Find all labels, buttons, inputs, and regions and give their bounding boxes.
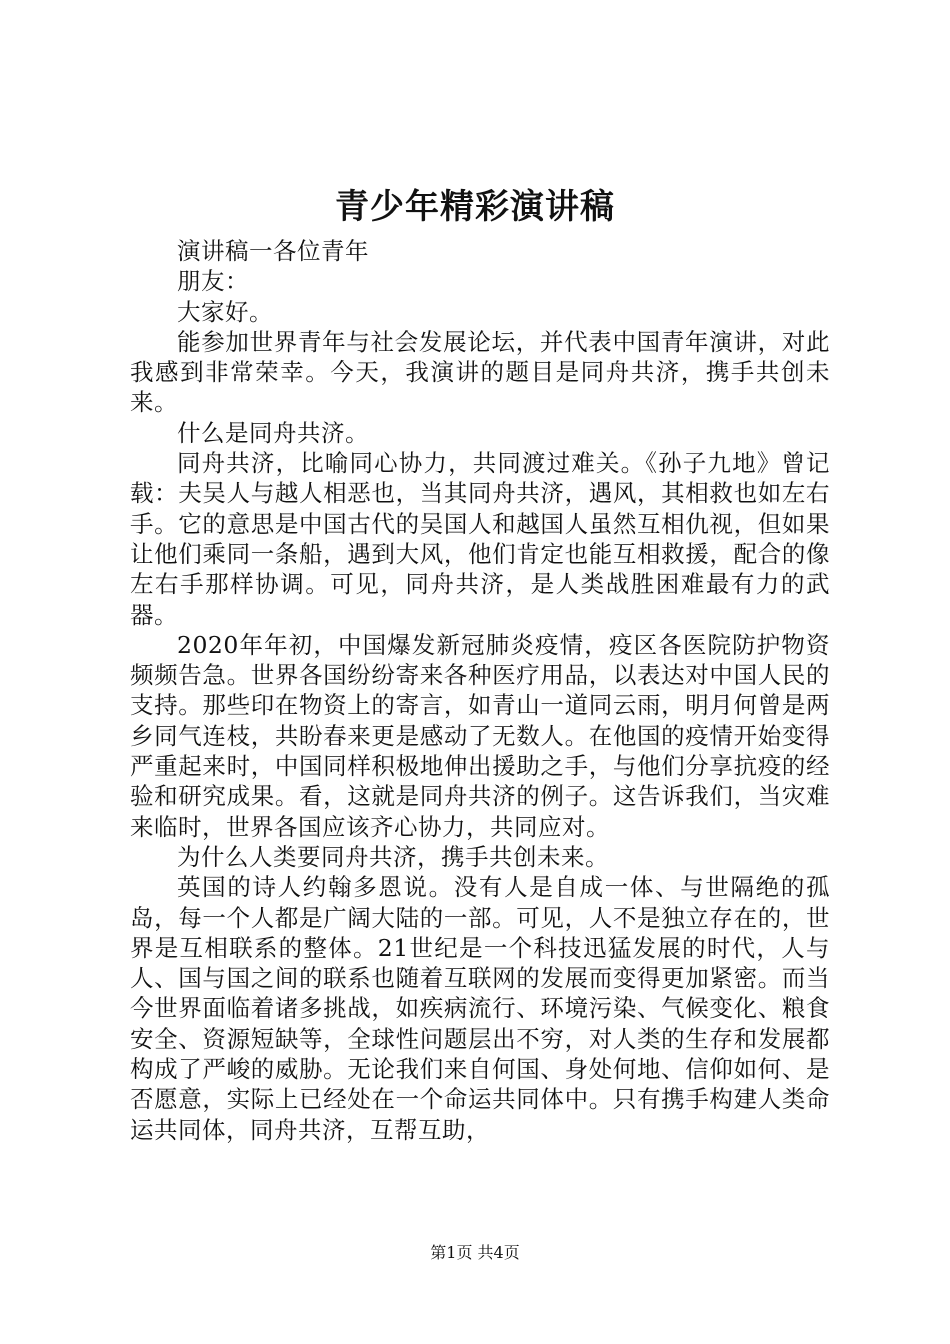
paragraph: 朋友： [177, 267, 249, 296]
page-number-footer: 第1页 共4页 [430, 1243, 520, 1262]
document-title: 青少年精彩演讲稿 [335, 187, 615, 227]
paragraph: 大家好。 [177, 297, 273, 326]
paragraph: 同舟共济，比喻同心协力，共同渡过难关。《孙子九地》曾记载：夫吴人与越人相恶也，当其同舟共济，遇风，其相救也如左右手。它的意思是中国古代的吴国人和越国人虽然互相仇视，但如果让他们乘同一条船，遇到大风，他们肯定也能互相救援，配合的像左右手那样协调。可见，同舟共济，是人类战胜困难最有力的武器。 [130, 449, 830, 629]
paragraph: 什么是同舟共济。 [177, 418, 369, 447]
paragraph: 为什么人类要同舟共济，携手共创未来。 [177, 842, 609, 871]
paragraph: 英国的诗人约翰多恩说。没有人是自成一体、与世隔绝的孤岛，每一个人都是广阔大陆的一部。可见，人不是独立存在的，世界是互相联系的整体。21世纪是一个科技迅猛发展的时代，人与人、国与国之间的联系也随着互联网的发展而变得更加紧密。而当今世界面临着诸多挑战，如疾病流行、环境污染、气候变化、粮食安全、资源短缺等，全球性问题层出不穷，对人类的生存和发展都构成了严峻的威胁。无论我们来自何国、身处何地、信仰如何、是否愿意，实际上已经处在一个命运共同体中。只有携手构建人类命运共同体，同舟共济，互帮互助， [130, 873, 830, 1144]
paragraph: 2020年年初，中国爆发新冠肺炎疫情，疫区各医院防护物资频频告急。世界各国纷纷寄来各种医疗用品，以表达对中国人民的支持。那些印在物资上的寄言，如青山一道同云雨，明月何曾是两乡同气连枝，共盼春来更是感动了无数人。在他国的疫情开始变得严重起来时，中国同样积极地伸出援助之手，与他们分享抗疫的经验和研究成果。看，这就是同舟共济的例子。这告诉我们，当灾难来临时，世界各国应该齐心协力，共同应对。 [130, 630, 830, 841]
paragraph: 能参加世界青年与社会发展论坛，并代表中国青年演讲，对此我感到非常荣幸。今天，我演讲的题目是同舟共济，携手共创未来。 [130, 327, 830, 417]
paragraph: 演讲稿一各位青年 [177, 237, 369, 265]
document-body [130, 236, 830, 1145]
